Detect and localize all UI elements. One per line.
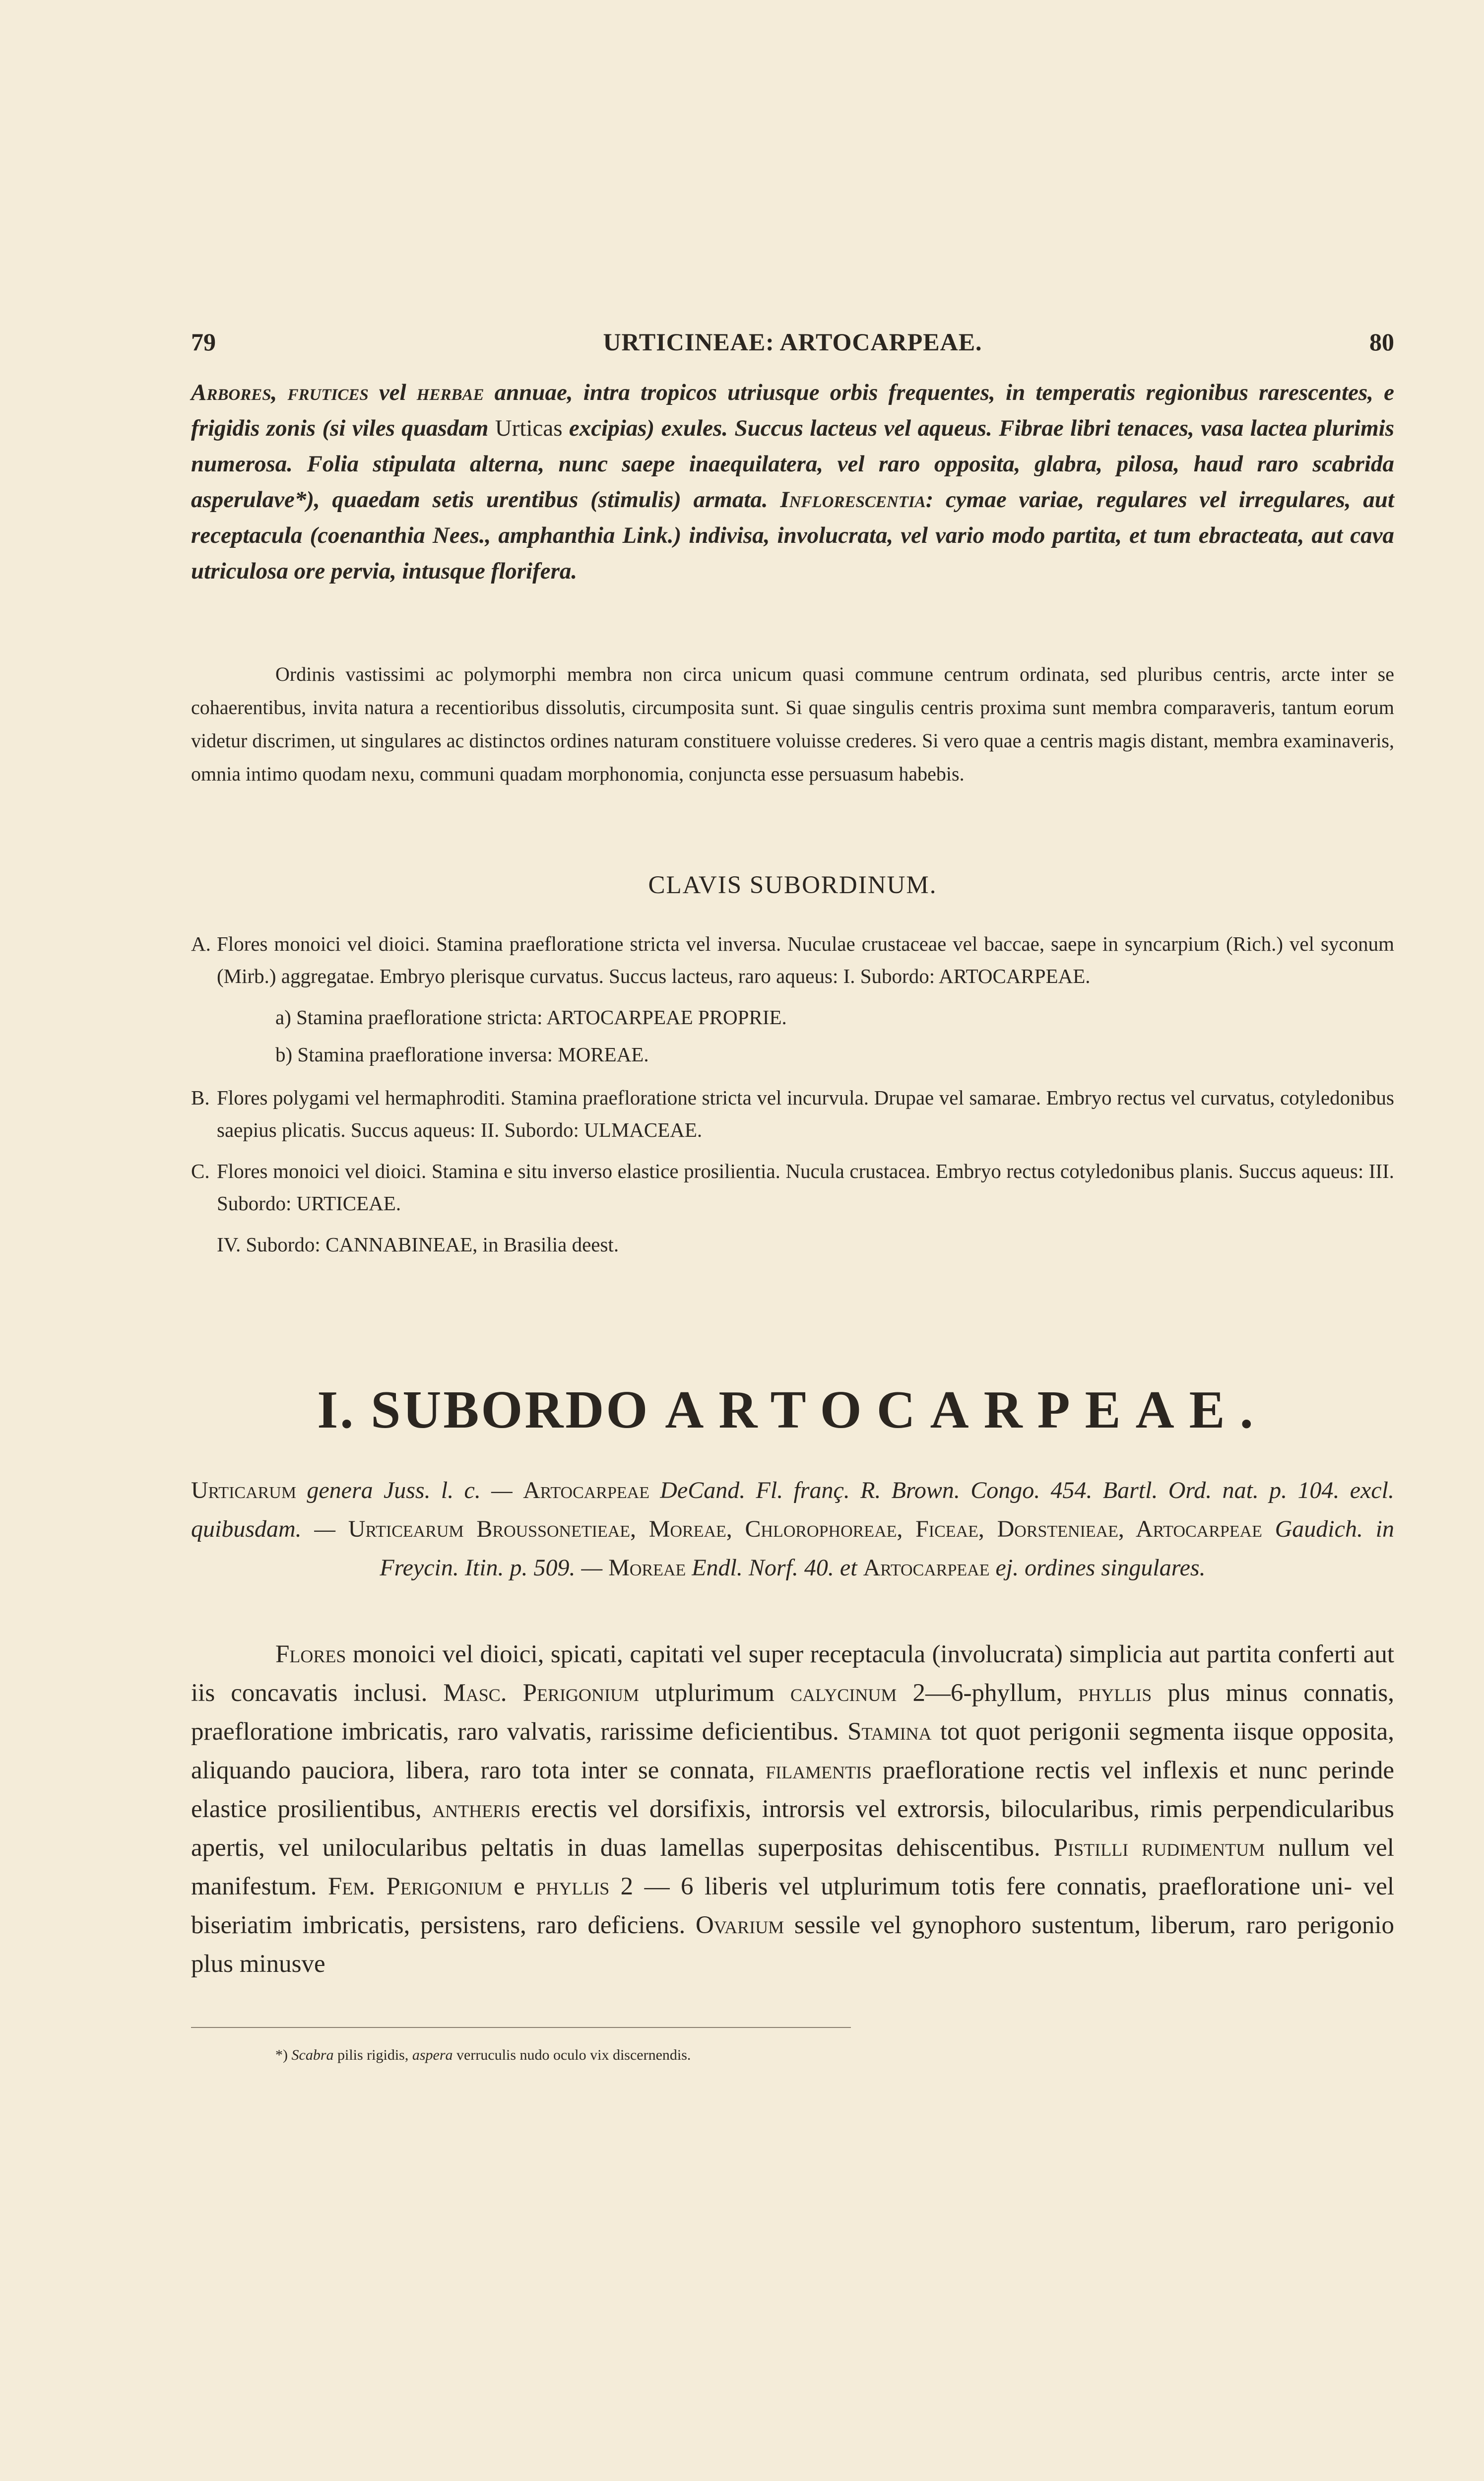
description-paragraph (191, 1635, 1394, 1983)
body-phyllis-2: phyllis (536, 1873, 610, 1900)
synonymy-paragraph (191, 1471, 1394, 1587)
page-number-left: 79 (191, 328, 216, 356)
key-entry-a (191, 928, 1394, 992)
body-t2: utplurimum (639, 1679, 790, 1707)
body-ovarium: Ovarium (695, 1911, 784, 1939)
key-sub-a2: b) Stamina praefloratione inversa: MOREAE. (275, 1043, 649, 1066)
intro-paragraph: Arbores, frutices vel herbae annuae, intra tropicos utriusque orbis frequentes, in temperatis regionibus rarescentes, e frigidis zonis (si viles quasdam Urticas excipias) exules. Succus lacteus vel aqueus. Fibrae libri tenaces, vasa lactea plurimis numerosa. Folia stipulata alterna, nunc saepe inaequilatera, vel raro opposita, glabra, pilosa, haud raro scabrida asperulave*), quaedam setis urentibus (stimulis) armata. Inflorescentia: cymae variae, regulares vel irregulares, aut receptacula (coenanthia Nees., amphanthia Link.) indivisa, involucrata, vel vario modo partita, et tum ebracteata, aut cava utriculosa ore pervia, intusque florifera. (191, 380, 1395, 584)
syn-1: Urticarum (191, 1477, 297, 1503)
body-phyllis: phyllis (1078, 1679, 1152, 1707)
body-flores: Flores (275, 1640, 346, 1668)
key-entry-iv: IV. Subordo: CANNABINEAE, in Brasilia deest. (217, 1233, 619, 1256)
body-fem: Fem. Perigonium (327, 1873, 503, 1900)
key-entry-c (191, 1155, 1394, 1220)
body-t8: nullum vel manifestum. (191, 1834, 1394, 1900)
key-label-a: A. (191, 932, 211, 955)
key-label-b: B. (191, 1086, 210, 1109)
suborder-title (191, 1379, 1394, 1441)
running-title: URTICINEAE: ARTOCARPEAE. (603, 328, 982, 356)
body-t3: 2—6-phyllum, (897, 1679, 1079, 1707)
footnote (275, 2047, 691, 2064)
body-pistilli: Pistilli rudimentum (1053, 1834, 1265, 1862)
body-calycinum: calycinum (790, 1679, 897, 1707)
footnote-text-1: pilis rigidis, (333, 2047, 412, 2063)
ordinis-paragraph: Ordinis vastissimi ac polymorphi membra non circa unicum quasi commune centrum ordinata, sed pluribus centris, arcte inter se cohaerentibus, invita natura a recentioribus dissolutis, circumposita sunt. Si quae singulis centris proxima sunt membra comparaveris, tantum eorum videtur discrimen, ut singulares ac distinctos ordines naturam constituere voluisse crederes. Si vero quae a centris magis distant, membra examinaveris, omnia intimo quodam nexu, communi quadam morphonomia, conjuncta esse persuasum habebis. (191, 663, 1394, 785)
syn-9: Artocarpeae (863, 1555, 990, 1581)
subordinum-key (191, 928, 1394, 1261)
syn-10: ej. ordines singulares. (989, 1555, 1206, 1581)
suborder-name: ARTOCARPEAE. (665, 1380, 1268, 1439)
body-t7: erectis vel dorsifixis, introrsis vel extrorsis, bilocularibus, rimis perpendicularibus apertis, vel unilocularibus peltatis in duas lamellas superpositas dehiscentibus. (191, 1795, 1395, 1862)
body-t6: praefloratione rectis vel inflexis et nunc perinde elastice prosilientibus, (191, 1757, 1394, 1823)
syn-2: genera Juss. l. c. — (296, 1477, 523, 1503)
footnote-scabra: Scabra (291, 2047, 334, 2063)
body-t10: 2 — 6 liberis vel utplurimum totis fere connatis, praefloratione uni- vel biseriatim imbricatis, persistens, raro deficiens. (191, 1873, 1394, 1939)
footnote-mark: *) (275, 2047, 288, 2063)
intro-text-2: excipias) exules. Succus lacteus vel aqueus. Fibrae libri tenaces, vasa lactea plurimis numerosa. Folia stipulata alterna, nunc saepe inaequilatera, vel raro opposita, glabra, pilosa, haud raro scabrida asperulave*), quaedam setis urentibus (stimulis) armata. (191, 415, 1394, 513)
clavis-heading: CLAVIS SUBORDINUM. (648, 871, 937, 899)
body-t9: e (502, 1873, 536, 1900)
syn-7: Moreae (608, 1555, 686, 1581)
page-number-right: 80 (1369, 328, 1394, 356)
intro-inflorescentia: Inflorescentia (780, 487, 926, 513)
key-text-a: Flores monoici vel dioici. Stamina praefloratione stricta vel inversa. Nuculae crustaceae vel baccae, saepe in syncarpium (Rich.) vel syconum (Mirb.) aggregatae. Embryo plerisque curvatus. Succus lacteus, raro aqueus: I. Subordo: ARTOCARPEAE. (217, 932, 1394, 987)
body-masc: Masc. Perigonium (443, 1679, 639, 1707)
syn-4: DeCand. Fl. franç. R. Brown. Congo. 454. Bartl. Ord. nat. p. 104. excl. quibusdam. — (191, 1477, 1394, 1542)
intro-herbae: herbae (416, 380, 484, 405)
footnote-aspera: aspera (412, 2047, 453, 2063)
body-filamentis: filamentis (766, 1757, 872, 1784)
body-t11: sessile vel gynophoro sustentum, liberum, raro perigonio plus minusve (191, 1911, 1394, 1978)
footnote-rule (191, 2027, 851, 2028)
syn-3: Artocarpeae (523, 1477, 649, 1503)
key-sub-a1: a) Stamina praefloratione stricta: ARTOCARPEAE PROPRIE. (275, 1006, 787, 1029)
body-t5: tot quot perigonii segmenta iisque opposita, aliquando pauciora, libera, raro tota inter se connata, (191, 1718, 1394, 1784)
intro-arbores: Arbores (191, 380, 271, 405)
key-label-c: C. (191, 1160, 210, 1182)
intro-frutices: frutices (287, 380, 369, 405)
body-t4: plus minus connatis, praefloratione imbricatis, raro valvatis, rarissime deficientibus. (191, 1679, 1394, 1746)
body-t1: monoici vel dioici, spicati, capitati vel super receptacula (involucrata) simplicia aut partita conferti aut iis concavatis inclusi. (191, 1640, 1394, 1707)
key-text-b: Flores polygami vel hermaphroditi. Stamina praefloratione stricta vel incurvula. Drupae vel samarae. Embryo rectus vel curvatus, cotyledonibus saepius plicatis. Succus aqueus: II. Subordo: ULMACEAE. (217, 1086, 1394, 1141)
key-text-c: Flores monoici vel dioici. Stamina e situ inverso elastice prosilientia. Nucula crustacea. Embryo rectus cotyledonibus planis. Succus aqueus: III. Subordo: URTICEAE. (217, 1160, 1394, 1215)
key-entry-b (191, 1082, 1394, 1146)
footnote-text-2: verruculis nudo oculo vix discernendis. (452, 2047, 691, 2063)
intro-vel: vel (379, 380, 406, 405)
suborder-numeral: I. SUBORDO (317, 1380, 650, 1439)
body-antheris: antheris (432, 1795, 521, 1823)
intro-text-3: : cymae variae, regulares vel irregulares, aut receptacula (coenanthia Nees., amphanthia Link.) indivisa, involucrata, vel vario modo partita, et tum ebracteata, aut cava utriculosa ore pervia, intusque florifera. (191, 487, 1394, 584)
running-head (191, 327, 1394, 367)
syn-6: Gaudich. in Freycin. Itin. p. 509. — (380, 1516, 1394, 1581)
syn-5: Urticearum Broussonetieae, Moreae, Chlorophoreae, Ficeae, Dorstenieae, Artocarpeae (348, 1516, 1262, 1542)
intro-urticas: Urticas (495, 415, 563, 441)
body-stamina: Stamina (847, 1718, 932, 1746)
intro-text-1: annuae, intra tropicos utriusque orbis frequentes, in temperatis regionibus rarescentes, e frigidis zonis (si viles quasdam (191, 380, 1395, 441)
syn-8: Endl. Norf. 40. et (686, 1555, 863, 1581)
